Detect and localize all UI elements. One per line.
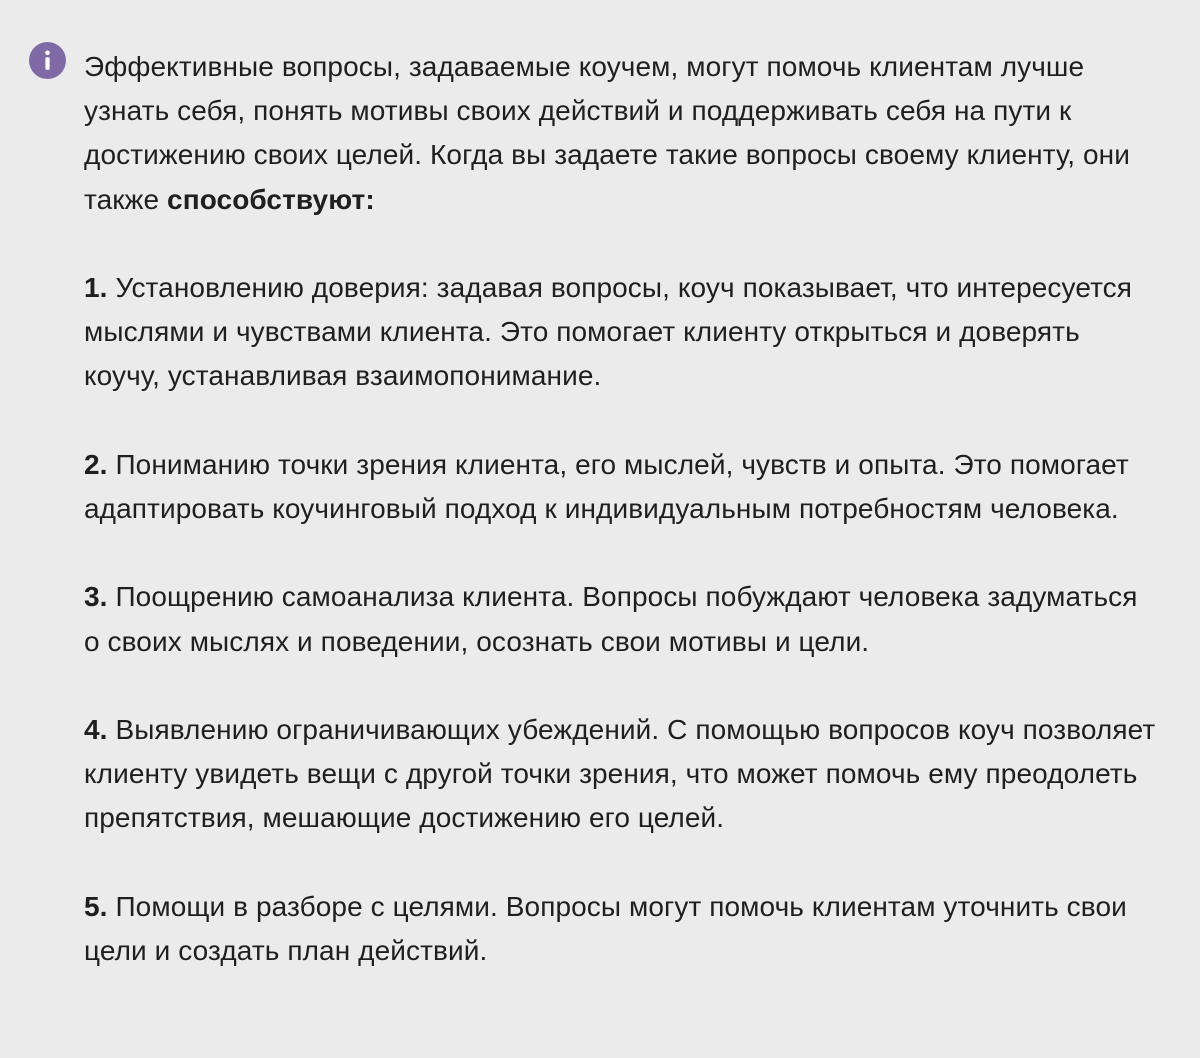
item-text: Выявлению ограничивающих убеждений. С помощью вопросов коуч позволяет клиенту увидеть вещи с другой точки зрения, что может помочь ему преодолеть препятствия, мешающие достижению его целей. [84,713,1156,834]
list-item [84,266,1160,399]
intro-text: Эффективные вопросы, задаваемые коучем, могут помочь клиентам лучше узнать себя, понять мотивы своих действий и поддерживать себя на пути к достижению своих целей. Когда вы задаете такие вопросы своему клиенту, они также [84,51,1130,215]
item-number: 3. [84,581,108,613]
item-number: 5. [84,890,108,922]
list-item [84,708,1160,841]
callout-text [84,45,1160,973]
intro-paragraph [84,45,1160,222]
intro-emphasis: способствуют: [167,183,375,215]
list-item [84,885,1160,973]
item-number: 2. [84,448,108,480]
info-icon [29,42,66,79]
item-text: Поощрению самоанализа клиента. Вопросы побуждают человека задуматься о своих мыслях и поведении, осознать свои мотивы и цели. [84,581,1138,657]
item-number: 1. [84,272,108,303]
item-text: Пониманию точки зрения клиента, его мыслей, чувств и опыта. Это помогает адаптировать коучинговый подход к индивидуальным потребностям человека. [84,448,1129,524]
item-text: Помощи в разборе с целями. Вопросы могут помочь клиентам уточнить свои цели и создать план действий. [84,890,1127,966]
list-item [84,575,1160,663]
item-number: 4. [84,713,108,745]
list-item [84,443,1160,531]
item-text: Установлению доверия: задавая вопросы, коуч показывает, что интересуется мыслями и чувствами клиента. Это помогает клиенту открыться и доверять коучу, устанавливая взаимопонимание. [84,272,1133,392]
